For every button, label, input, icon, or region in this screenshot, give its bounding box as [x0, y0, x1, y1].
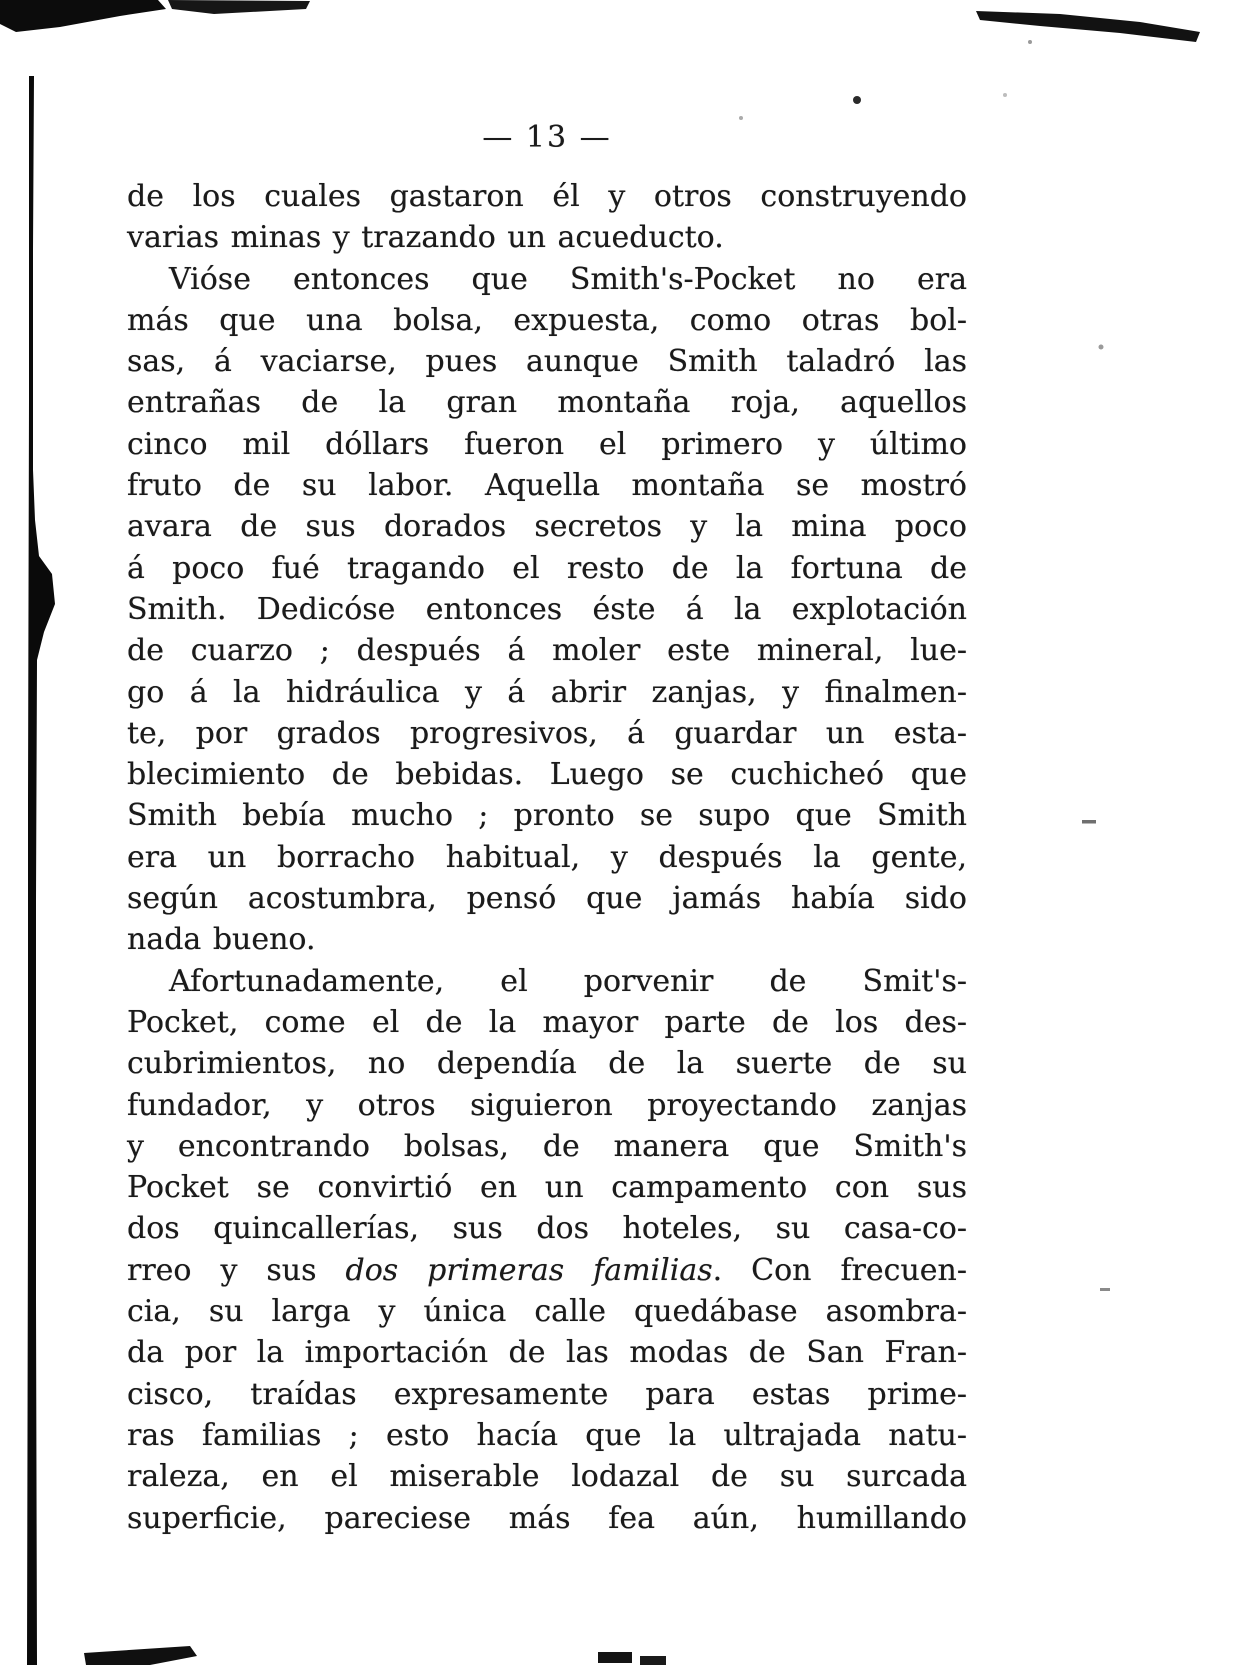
text-segment: superficie, pareciese más fea aún, humillando — [127, 1500, 967, 1536]
page-text — [127, 176, 967, 1539]
text-segment: Smith. Dedicóse entonces éste á la explotación — [127, 591, 967, 627]
text-segment: avara de sus dorados secretos y la mina poco — [127, 509, 967, 545]
text-segment: sas, á vaciarse, pues aunque Smith taladró las — [127, 344, 967, 380]
scan-speck — [1099, 345, 1104, 350]
text-line — [127, 1043, 967, 1084]
text-segment: cinco mil dóllars fueron el primero y último — [127, 426, 967, 462]
text-segment: á poco fué tragando el resto de la fortuna de — [127, 550, 967, 586]
text-line — [127, 672, 967, 713]
text-segment: Vióse entonces que Smith's-Pocket no era — [169, 261, 967, 297]
scan-speck — [1082, 820, 1096, 824]
scan-speck — [853, 96, 861, 104]
text-line — [127, 465, 967, 506]
text-segment: cia, su larga y única calle quedábase asombra- — [127, 1294, 967, 1330]
scan-artifact-bottom-center — [598, 1652, 632, 1663]
scan-speck — [1003, 93, 1007, 97]
text-segment: nada bueno. — [127, 922, 316, 958]
page-number: — 13 — — [482, 120, 612, 155]
text-line — [127, 754, 967, 795]
text-line — [127, 1085, 967, 1126]
scan-artifact-top-left — [0, 0, 166, 32]
text-line — [127, 1126, 967, 1167]
scan-artifact-top-left-streak — [168, 0, 310, 14]
text-line — [127, 424, 967, 465]
text-line — [127, 1332, 967, 1373]
text-segment: fundador, y otros siguieron proyectando zanjas — [127, 1087, 967, 1123]
text-segment: Pocket se convirtió en un campamento con sus — [127, 1170, 967, 1206]
text-line — [127, 878, 967, 919]
text-line — [127, 300, 967, 341]
scan-artifact-bottom-left — [84, 1646, 197, 1665]
scan-artifact-bottom-center-2 — [640, 1656, 666, 1665]
text-line — [127, 341, 967, 382]
text-segment: te, por grados progresivos, á guardar un esta- — [127, 715, 967, 751]
text-segment: go á la hidráulica y á abrir zanjas, y finalmen- — [127, 674, 967, 710]
text-line — [127, 548, 967, 589]
text-segment: Pocket, come el de la mayor parte de los des- — [127, 1004, 967, 1040]
text-segment: de cuarzo ; después á moler este mineral, lue- — [127, 633, 967, 669]
text-line — [127, 630, 967, 671]
text-line — [127, 1498, 967, 1539]
text-segment: rreo y sus — [127, 1252, 346, 1288]
text-line — [127, 1002, 967, 1043]
text-segment: cisco, traídas expresamente para estas prime- — [127, 1376, 967, 1412]
text-segment: según acostumbra, pensó que jamás había sido — [127, 881, 967, 917]
text-line — [127, 961, 967, 1002]
text-segment: y encontrando bolsas, de manera que Smith's — [127, 1128, 967, 1164]
text-segment: varias minas y trazando un acueducto. — [127, 220, 724, 256]
text-segment: cubrimientos, no dependía de la suerte de su — [127, 1046, 967, 1082]
text-segment: de los cuales gastaron él y otros construyendo — [127, 179, 967, 214]
text-segment: entrañas de la gran montaña roja, aquellos — [127, 385, 967, 421]
text-line — [127, 1415, 967, 1456]
text-line — [127, 217, 967, 258]
text-segment-italic: dos primeras familias — [345, 1252, 713, 1288]
text-line — [127, 506, 967, 547]
text-line — [127, 259, 967, 300]
scan-speck — [1100, 1288, 1110, 1291]
scan-speck — [1028, 40, 1032, 44]
text-segment: da por la importación de las modas de San Fran- — [127, 1335, 967, 1371]
text-line — [127, 1374, 967, 1415]
text-line — [127, 589, 967, 630]
text-line — [127, 919, 967, 960]
text-segment: . Con frecuen- — [712, 1252, 968, 1288]
text-line — [127, 382, 967, 423]
text-line — [127, 795, 967, 836]
text-segment: raleza, en el miserable lodazal de su surcada — [127, 1459, 967, 1495]
text-segment: Smith bebía mucho ; pronto se supo que Smith — [127, 798, 967, 834]
text-line — [127, 837, 967, 878]
text-line — [127, 1250, 967, 1291]
text-segment: Afortunadamente, el porvenir de Smit's- — [169, 963, 967, 999]
text-segment: fruto de su labor. Aquella montaña se mostró — [127, 468, 967, 504]
scan-artifact-top-right — [976, 11, 1200, 42]
text-line — [127, 1167, 967, 1208]
text-line — [127, 1208, 967, 1249]
text-line — [127, 713, 967, 754]
text-segment: blecimiento de bebidas. Luego se cuchicheó que — [127, 757, 967, 793]
scan-artifact-left-edge — [27, 76, 55, 1665]
text-segment: ras familias ; esto hacía que la ultrajada natu- — [127, 1417, 967, 1453]
text-segment: era un borracho habitual, y después la gente, — [127, 839, 967, 875]
text-line — [127, 1291, 967, 1332]
text-line — [127, 1456, 967, 1497]
text-line — [127, 176, 967, 217]
text-segment: más que una bolsa, expuesta, como otras bol- — [127, 302, 967, 338]
text-segment: dos quincallerías, sus dos hoteles, su casa-co- — [127, 1211, 967, 1247]
